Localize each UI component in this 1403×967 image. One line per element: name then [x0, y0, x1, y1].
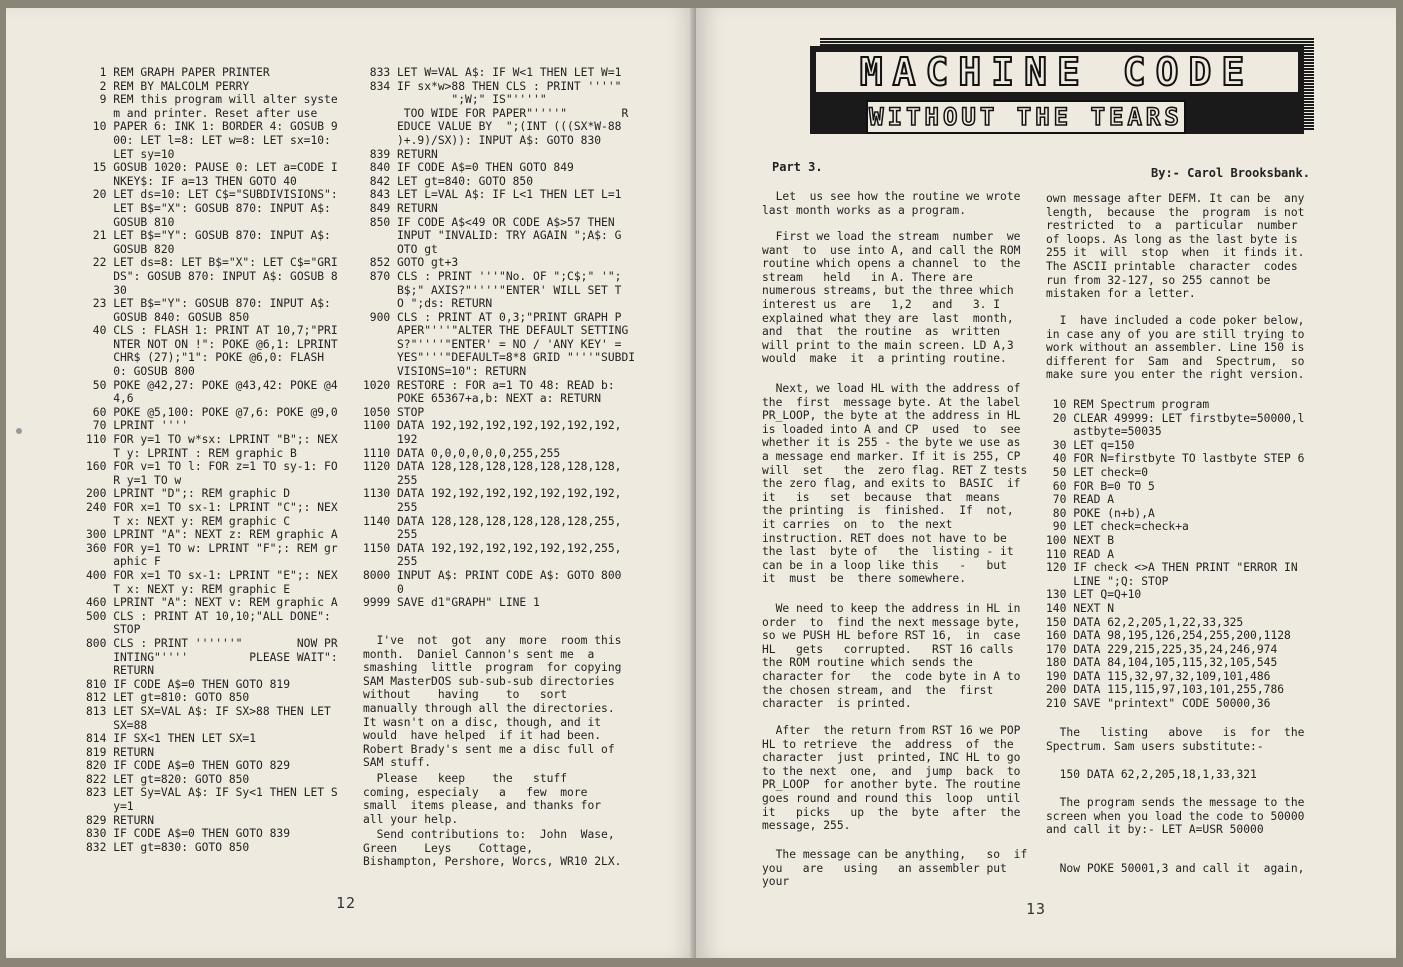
page-number: 13 [1026, 900, 1047, 918]
basic-listing-column-2: 833 LET W=VAL A$: IF W<1 THEN LET W=1 834 IF sx*w>88 THEN CLS : PRINT ''''" ";W;" IS"''''" TOO WIDE FOR PAPER"''''" R EDUCE VALUE BY ";(INT (((SX*W-88 )+.9)/SX)): INPUT A$: GOTO 830 839 RETURN 840 IF CODE A$=0 THEN GOTO 849 842 LET gt=840: GOTO 850 843 LET L=VAL A$: IF L<1 THEN LET L=1 849 RETURN 850 IF CODE A$<49 OR CODE A$>57 THEN INPUT "INVALID: TRY AGAIN ";A$: G OTO gt 852 GOTO gt+3 870 CLS : PRINT '''"No. OF ";C$;" '"; B$;" AXIS?"''''"ENTER' WILL SET T O ";ds: RETURN 900 CLS : PRINT AT 0,3;"PRINT GRAPH P APER"'''"ALTER THE DEFAULT SETTING S?"''''"ENTER' = NO / 'ANY KEY' = YES"'''"DEFAULT=8*8 GRID "'''"SUBDI VISIONS=10": RETURN 1020 RESTORE : FOR a=1 TO 48: READ b: POKE 65367+a,b: NEXT a: RETURN 1050 STOP 1100 DATA 192,192,192,192,192,192,192, 192 1110 DATA 0,0,0,0,0,0,255,255 1120 DATA 128,128,128,128,128,128,128, 255 1130 DATA 192,192,192,192,192,192,192, 255 1140 DATA 128,128,128,128,128,128,255, 255 1150 DATA 192,192,192,192,192,192,255, 255 8000 INPUT A$: PRINT CODE A$: GOTO 800 0 9999 SAVE d1"GRAPH" LINE 1 [363, 66, 636, 610]
page-number: 12 [336, 894, 357, 912]
article-col1-p5: After the return from RST 16 we POP HL to retrieve the address of the character just printed, INC HL to go to the next one, and jump back to PR_LOOP for another byte. The routine goes round and round this loop until it picks up the byte after the message, 255. [762, 724, 1028, 833]
article-col2-p4: The program sends the message to the screen when you load the code to 50000 and call it by:- LET A=USR 50000 [1046, 796, 1312, 837]
left-page [6, 8, 696, 958]
article-col2-p2: I have included a code poker below, in case any of you are still trying to work without an assembler. Line 150 is different for Sam and Spectrum, so make sure you enter the right version. [1046, 314, 1312, 382]
punch-mark [16, 428, 22, 434]
article-col1-p4: We need to keep the address in HL in order to find the next message byte, so we PUSH HL before RST 16, in case HL gets corrupted. RST 16 calls the ROM routine which sends the character for the code byte in A to the chosen stream, and the first character is printed. [762, 602, 1028, 711]
code-poker-listing: 10 REM Spectrum program 20 CLEAR 49999: LET firstbyte=50000,l astbyte=50035 30 LET q=150 40 FOR N=firstbyte TO lastbyte STEP 6 50 LET check=0 60 FOR B=0 TO 5 70 READ A 80 POKE (n+b),A 90 LET check=check+a 100 NEXT B 110 READ A 120 IF check <>A THEN PRINT "ERROR IN LINE ";Q: STOP 130 LET Q=Q+10 140 NEXT N 150 DATA 62,2,205,1,22,33,325 160 DATA 98,195,126,254,255,200,1128 170 DATA 229,215,225,35,24,246,974 180 DATA 84,104,105,115,32,105,545 190 DATA 115,32,97,32,109,101,486 200 DATA 115,115,97,103,101,255,786 210 SAVE "printext" CODE 50000,36 [1046, 398, 1305, 711]
article-col2-p3: The listing above is for the Spectrum. Sam users substitute:- [1046, 726, 1312, 753]
editor-note-paragraph-3: Send contributions to: John Wase, Green Leys Cottage, Bishampton, Pershore, Worcs, WR10 2LX. [363, 828, 622, 869]
sam-data-line: 150 DATA 62,2,205,18,1,33,321 [1046, 768, 1257, 781]
editor-note-paragraph-2: Please keep the stuff coming, especialy a few more small items please, and thanks for all your help. [363, 772, 608, 826]
article-col2-p1: own message after DEFM. It can be any length, because the program is not restricted to a particular number of loops. As long as the last byte is 255 it will stop when it finds it. The ASCII printable character codes run from 32-127, so 255 cannot be mistaken for a letter. [1046, 192, 1312, 301]
basic-listing-column-1: 1 REM GRAPH PAPER PRINTER 2 REM BY MALCOLM PERRY 9 REM this program will alter syste m and printer. Reset after use 10 PAPER 6: INK 1: BORDER 4: GOSUB 9 00: LET l=8: LET w=8: LET sx=10: LET sy=10 15 GOSUB 1020: PAUSE 0: LET a=CODE I NKEY$: IF a=13 THEN GOTO 40 20 LET ds=10: LET C$="SUBDIVISIONS": LET B$="X": GOSUB 870: INPUT A$: GOSUB 810 21 LET B$="Y": GOSUB 870: INPUT A$: GOSUB 820 22 LET ds=8: LET B$="X": LET C$="GRI DS": GOSUB 870: INPUT A$: GOSUB 8 30 23 LET B$="Y": GOSUB 870: INPUT A$: GOSUB 840: GOSUB 850 40 CLS : FLASH 1: PRINT AT 10,7;"PRI NTER NOT ON !": POKE @6,1: LPRINT CHR$ (27);"1": POKE @6,0: FLASH 0: GOSUB 800 50 POKE @42,27: POKE @43,42: POKE @4 4,6 60 POKE @5,100: POKE @7,6: POKE @9,0 70 LPRINT '''' 110 FOR y=1 TO w*sx: LPRINT "B";: NEX T y: LPRINT : REM graphic B 160 FOR v=1 TO l: FOR z=1 TO sy-1: FO R y=1 TO w 200 LPRINT "D";: REM graphic D 240 FOR x=1 TO sx-1: LPRINT "C";: NEX T x: NEXT y: REM graphic C 300 LPRINT "A": NEXT z: REM graphic A 360 FOR y=1 TO w: LPRINT "F";: REM gr aphic F 400 FOR x=1 TO sx-1: LPRINT "E";: NEX T x: NEXT y: REM graphic E 460 LPRINT "A": NEXT v: REM graphic A 500 CLS : PRINT AT 10,10;"ALL DONE": STOP 800 CLS : PRINT ''''''" NOW PR INTING"'''' PLEASE WAIT": RETURN 810 IF CODE A$=0 THEN GOTO 819 812 LET gt=810: GOTO 850 813 LET SX=VAL A$: IF SX>88 THEN LET SX=88 814 IF SX<1 THEN LET SX=1 819 RETURN 820 IF CODE A$=0 THEN GOTO 829 822 LET gt=820: GOTO 850 823 LET Sy=VAL A$: IF Sy<1 THEN LET S y=1 829 RETURN 830 IF CODE A$=0 THEN GOTO 839 832 LET gt=830: GOTO 850 [86, 66, 338, 854]
masthead-subtitle: WITHOUT THE TEARS [869, 103, 1183, 131]
article-col1-p2: First we load the stream number we want to use into A, and call the ROM routine which opens a channel to the stream held in A. There are numerous streams, but the three which interest us are 1,2 and 3. I explained what they are last month, and that the routine as written will print to the main screen. LD A,3 would make it a printing routine. [762, 230, 1028, 366]
article-col1-p3: Next, we load HL with the address of the first message byte. At the label PR_LOOP, the byte at the address in HL is loaded into A and CP used to see whether it is 255 - the byte we use as a message end marker. If it is 255, CP will set the zero flag. RET Z tests the zero flag, and exits to BASIC if it is set because that means the printing is finished. If not, it carries on to the next instruction. RET does not have to be the last byte of the listing - it can be in a loop like this - but it must be there somewhere. [762, 382, 1035, 586]
article-col1-p6: The message can be anything, so if you are using an assembler put your [762, 848, 1035, 889]
byline: By:- Carol Brooksbank. [1151, 166, 1310, 180]
right-page [696, 8, 1396, 958]
editor-note-paragraph-1: I've not got any more room this month. Daniel Cannon's sent me a smashing little program for copying SAM MasterDOS sub-sub-sub directories without having to sort manually through all the directories. It wasn't on a disc, though, and it would have helped if it had been. Robert Brady's sent me a disc full of SAM stuff. [363, 634, 629, 770]
masthead-title: MACHINE CODE [859, 50, 1255, 94]
article-col2-p5: Now POKE 50001,3 and call it again, [1046, 862, 1305, 875]
article-col1-p1: Let us see how the routine we wrote last month works as a program. [762, 190, 1028, 217]
part-label: Part 3. [772, 160, 823, 174]
masthead [806, 44, 1326, 156]
